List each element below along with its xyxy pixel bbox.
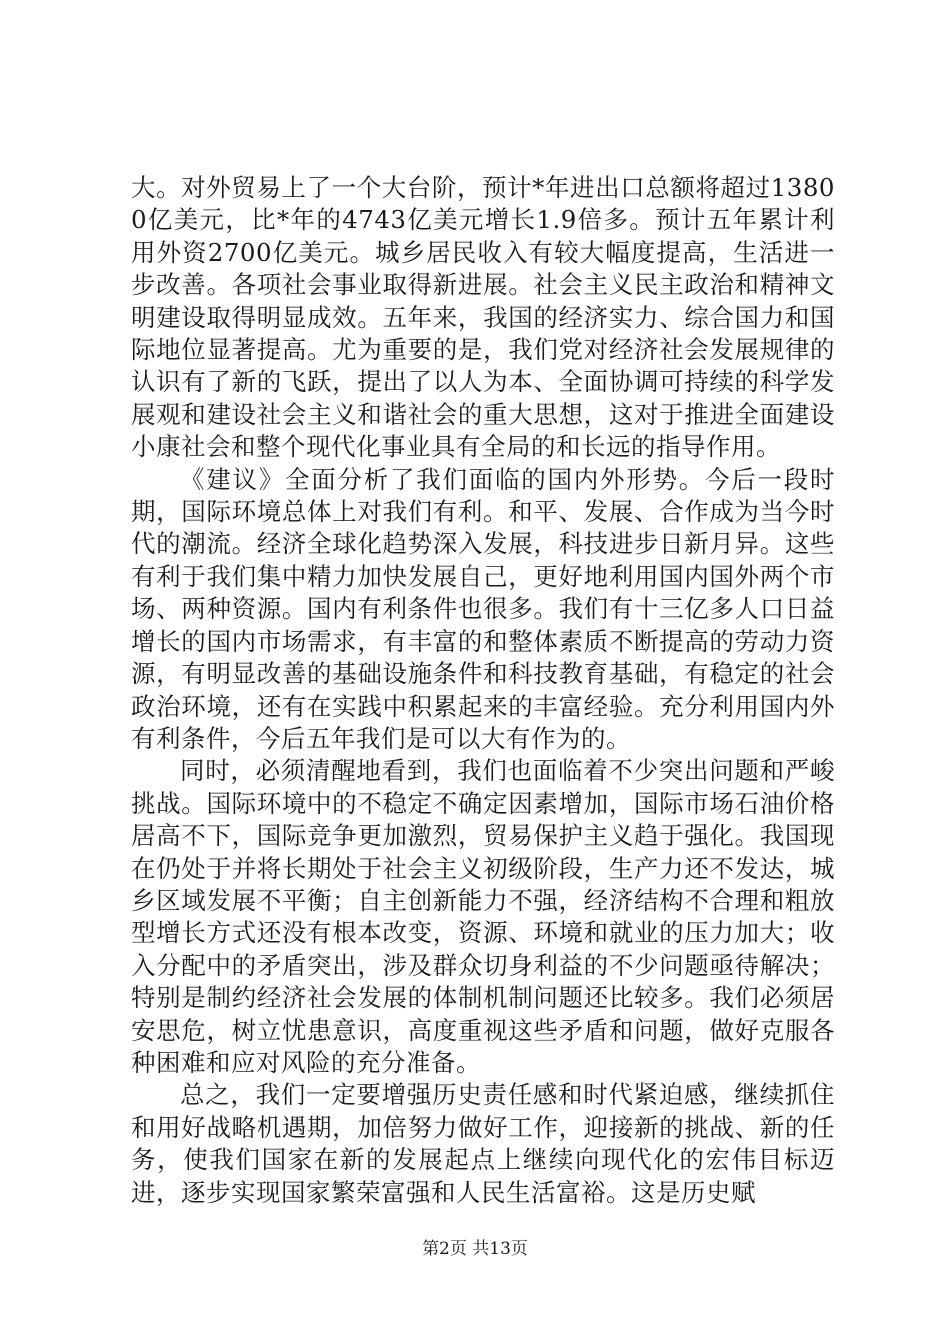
paragraph-3: 同时，必须清醒地看到，我们也面临着不少突出问题和严峻挑战。国际环境中的不稳定不确定因素增加，国际市场石油价格居高不下，国际竞争更加激烈，贸易保护主义趋于强化。我国现在仍处于并将长期处于社会主义初级阶段，生产力还不发达，城乡区域发展不平衡；自主创新能力不强，经济结构不合理和粗放型增长方式还没有根本改变，资源、环境和就业的压力加大；收入分配中的矛盾突出，涉及群众切身利益的不少问题亟待解决；特别是制约经济社会发展的体制机制问题还比较多。我们必须居安思危，树立忧患意识，高度重视这些矛盾和问题，做好克服各种困难和应对风险的充分准备。 — [131, 756, 835, 1077]
paragraph-1: 大。对外贸易上了一个大台阶，预计*年进出口总额将超过13800亿美元，比*年的4743亿美元增长1.9倍多。预计五年累计利用外资2700亿美元。城乡居民收入有较大幅度提高，生活进一步改善。各项社会事业取得新进展。社会主义民主政治和精神文明建设取得明显成效。五年来，我国的经济实力、综合国力和国际地位显著提高。尤为重要的是，我们党对经济社会发展规律的认识有了新的飞跃，提出了以人为本、全面协调可持续的科学发展观和建设社会主义和谐社会的重大思想，这对于推进全面建设小康社会和整个现代化事业具有全局的和长远的指导作用。 — [131, 173, 835, 462]
page-number-footer: 第2页 共13页 — [422, 1239, 528, 1259]
body-text — [131, 172, 835, 1209]
paragraph-2: 《建议》全面分析了我们面临的国内外形势。今后一段时期，国际环境总体上对我们有利。和平、发展、合作成为当今时代的潮流。经济全球化趋势深入发展，科技进步日新月异。这些有利于我们集中精力加快发展自己，更好地利用国内国外两个市场、两种资源。国内有利条件也很多。我们有十三亿多人口日益增长的国内市场需求，有丰富的和整体素质不断提高的劳动力资源，有明显改善的基础设施条件和科技教育基础，有稳定的社会政治环境，还有在实践中积累起来的丰富经验。充分利用国内外有利条件，今后五年我们是可以大有作为的。 — [131, 464, 835, 753]
paragraph-4: 总之，我们一定要增强历史责任感和时代紧迫感，继续抓住和用好战略机遇期，加倍努力做好工作，迎接新的挑战、新的任务，使我们国家在新的发展起点上继续向现代化的宏伟目标迈进，逐步实现国家繁荣富强和人民生活富裕。这是历史赋 — [131, 1080, 835, 1207]
